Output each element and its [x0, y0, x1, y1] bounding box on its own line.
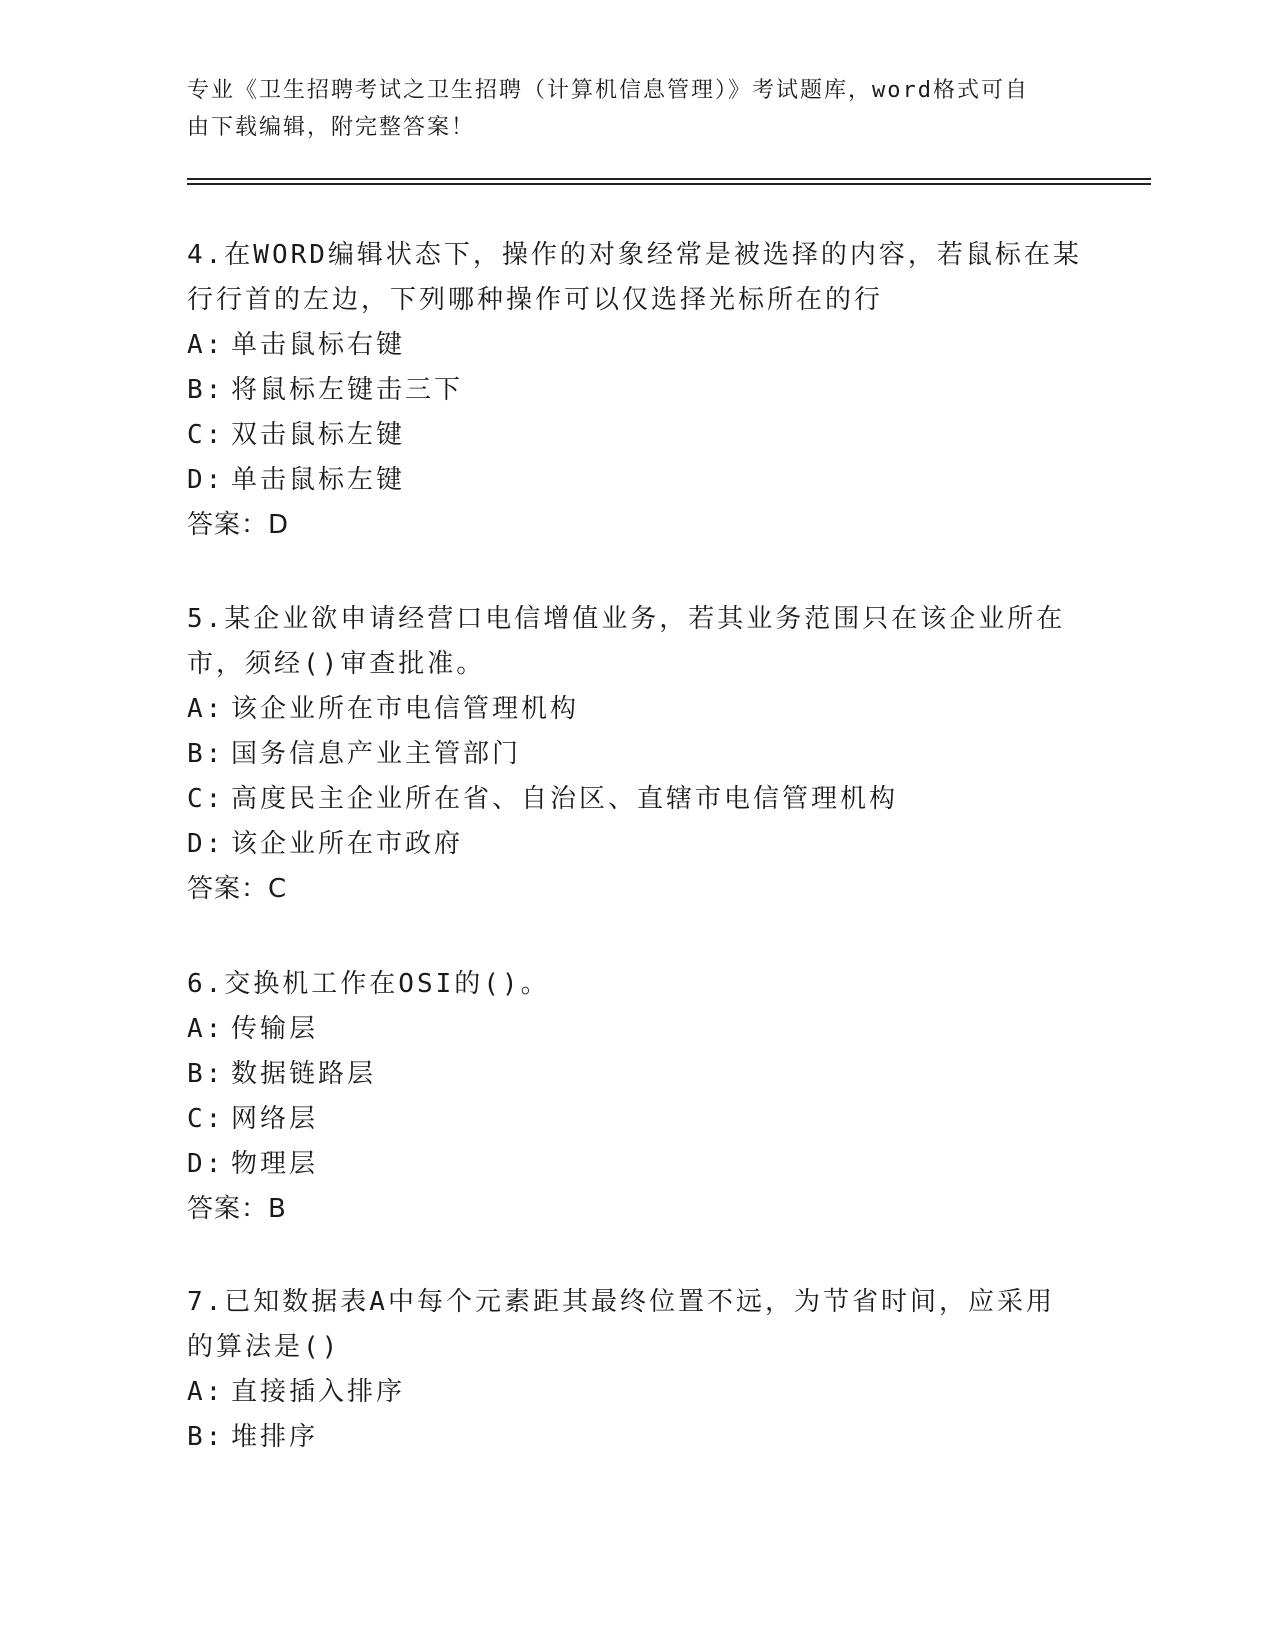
- header-line-1: 专业《卫生招聘考试之卫生招聘（计算机信息管理）》考试题库，word格式可自: [187, 78, 1029, 103]
- question-6: [187, 962, 1087, 1232]
- option-letter: D:: [187, 1149, 225, 1179]
- option-c: [187, 1097, 1087, 1142]
- option-b: [187, 368, 1087, 413]
- option-letter: C:: [187, 784, 225, 814]
- option-text: 网络层: [231, 1104, 319, 1134]
- question-4: [187, 233, 1087, 548]
- option-letter: A:: [187, 1377, 225, 1407]
- option-b: [187, 1052, 1087, 1097]
- option-text: 国务信息产业主管部门: [231, 739, 522, 769]
- option-letter: D:: [187, 465, 225, 495]
- option-b: [187, 1415, 1087, 1460]
- answer: 答案：D: [187, 510, 290, 540]
- question-stem-line: 行行首的左边，下列哪种操作可以仅选择光标所在的行: [187, 285, 884, 315]
- option-a: [187, 1007, 1087, 1052]
- option-letter: A:: [187, 330, 225, 360]
- question-stem-line: 市，须经()审查批准。: [187, 649, 486, 679]
- question-7: [187, 1280, 1087, 1460]
- option-text: 将鼠标左键击三下: [231, 375, 464, 405]
- option-d: [187, 822, 1087, 867]
- header-divider-top: [187, 178, 1151, 180]
- option-letter: B:: [187, 1422, 225, 1452]
- document-header: [187, 72, 1087, 146]
- option-letter: A:: [187, 1014, 225, 1044]
- header-divider-bottom: [187, 183, 1151, 185]
- option-text: 单击鼠标右键: [231, 330, 406, 360]
- option-letter: D:: [187, 829, 225, 859]
- option-b: [187, 732, 1087, 777]
- option-letter: C:: [187, 1104, 225, 1134]
- option-d: [187, 1142, 1087, 1187]
- option-letter: B:: [187, 375, 225, 405]
- question-stem-line: 5.某企业欲申请经营口电信增值业务，若其业务范围只在该企业所在: [187, 604, 1066, 634]
- option-a: [187, 323, 1087, 368]
- option-text: 高度民主企业所在省、自治区、直辖市电信管理机构: [231, 784, 899, 814]
- option-a: [187, 687, 1087, 732]
- option-letter: C:: [187, 420, 225, 450]
- option-text: 堆排序: [231, 1422, 319, 1452]
- question-stem-line: 6.交换机工作在OSI的()。: [187, 969, 550, 999]
- option-text: 物理层: [231, 1149, 319, 1179]
- question-stem-line: 7.已知数据表A中每个元素距其最终位置不远，为节省时间，应采用: [187, 1287, 1055, 1317]
- option-a: [187, 1370, 1087, 1415]
- header-line-2: 由下载编辑，附完整答案！: [187, 115, 476, 140]
- option-letter: B:: [187, 1059, 225, 1089]
- question-stem-line: 4.在WORD编辑状态下，操作的对象经常是被选择的内容，若鼠标在某: [187, 240, 1082, 270]
- option-c: [187, 777, 1087, 822]
- option-letter: A:: [187, 694, 225, 724]
- option-text: 该企业所在市政府: [231, 829, 464, 859]
- option-letter: B:: [187, 739, 225, 769]
- option-text: 单击鼠标左键: [231, 465, 406, 495]
- option-text: 双击鼠标左键: [231, 420, 406, 450]
- option-text: 直接插入排序: [231, 1377, 406, 1407]
- option-text: 传输层: [231, 1014, 319, 1044]
- option-text: 数据链路层: [231, 1059, 377, 1089]
- option-text: 该企业所在市电信管理机构: [231, 694, 580, 724]
- question-stem-line: 的算法是(): [187, 1332, 341, 1362]
- answer: 答案：C: [187, 874, 288, 904]
- option-d: [187, 458, 1087, 503]
- question-5: [187, 597, 1087, 912]
- answer: 答案：B: [187, 1194, 287, 1224]
- option-c: [187, 413, 1087, 458]
